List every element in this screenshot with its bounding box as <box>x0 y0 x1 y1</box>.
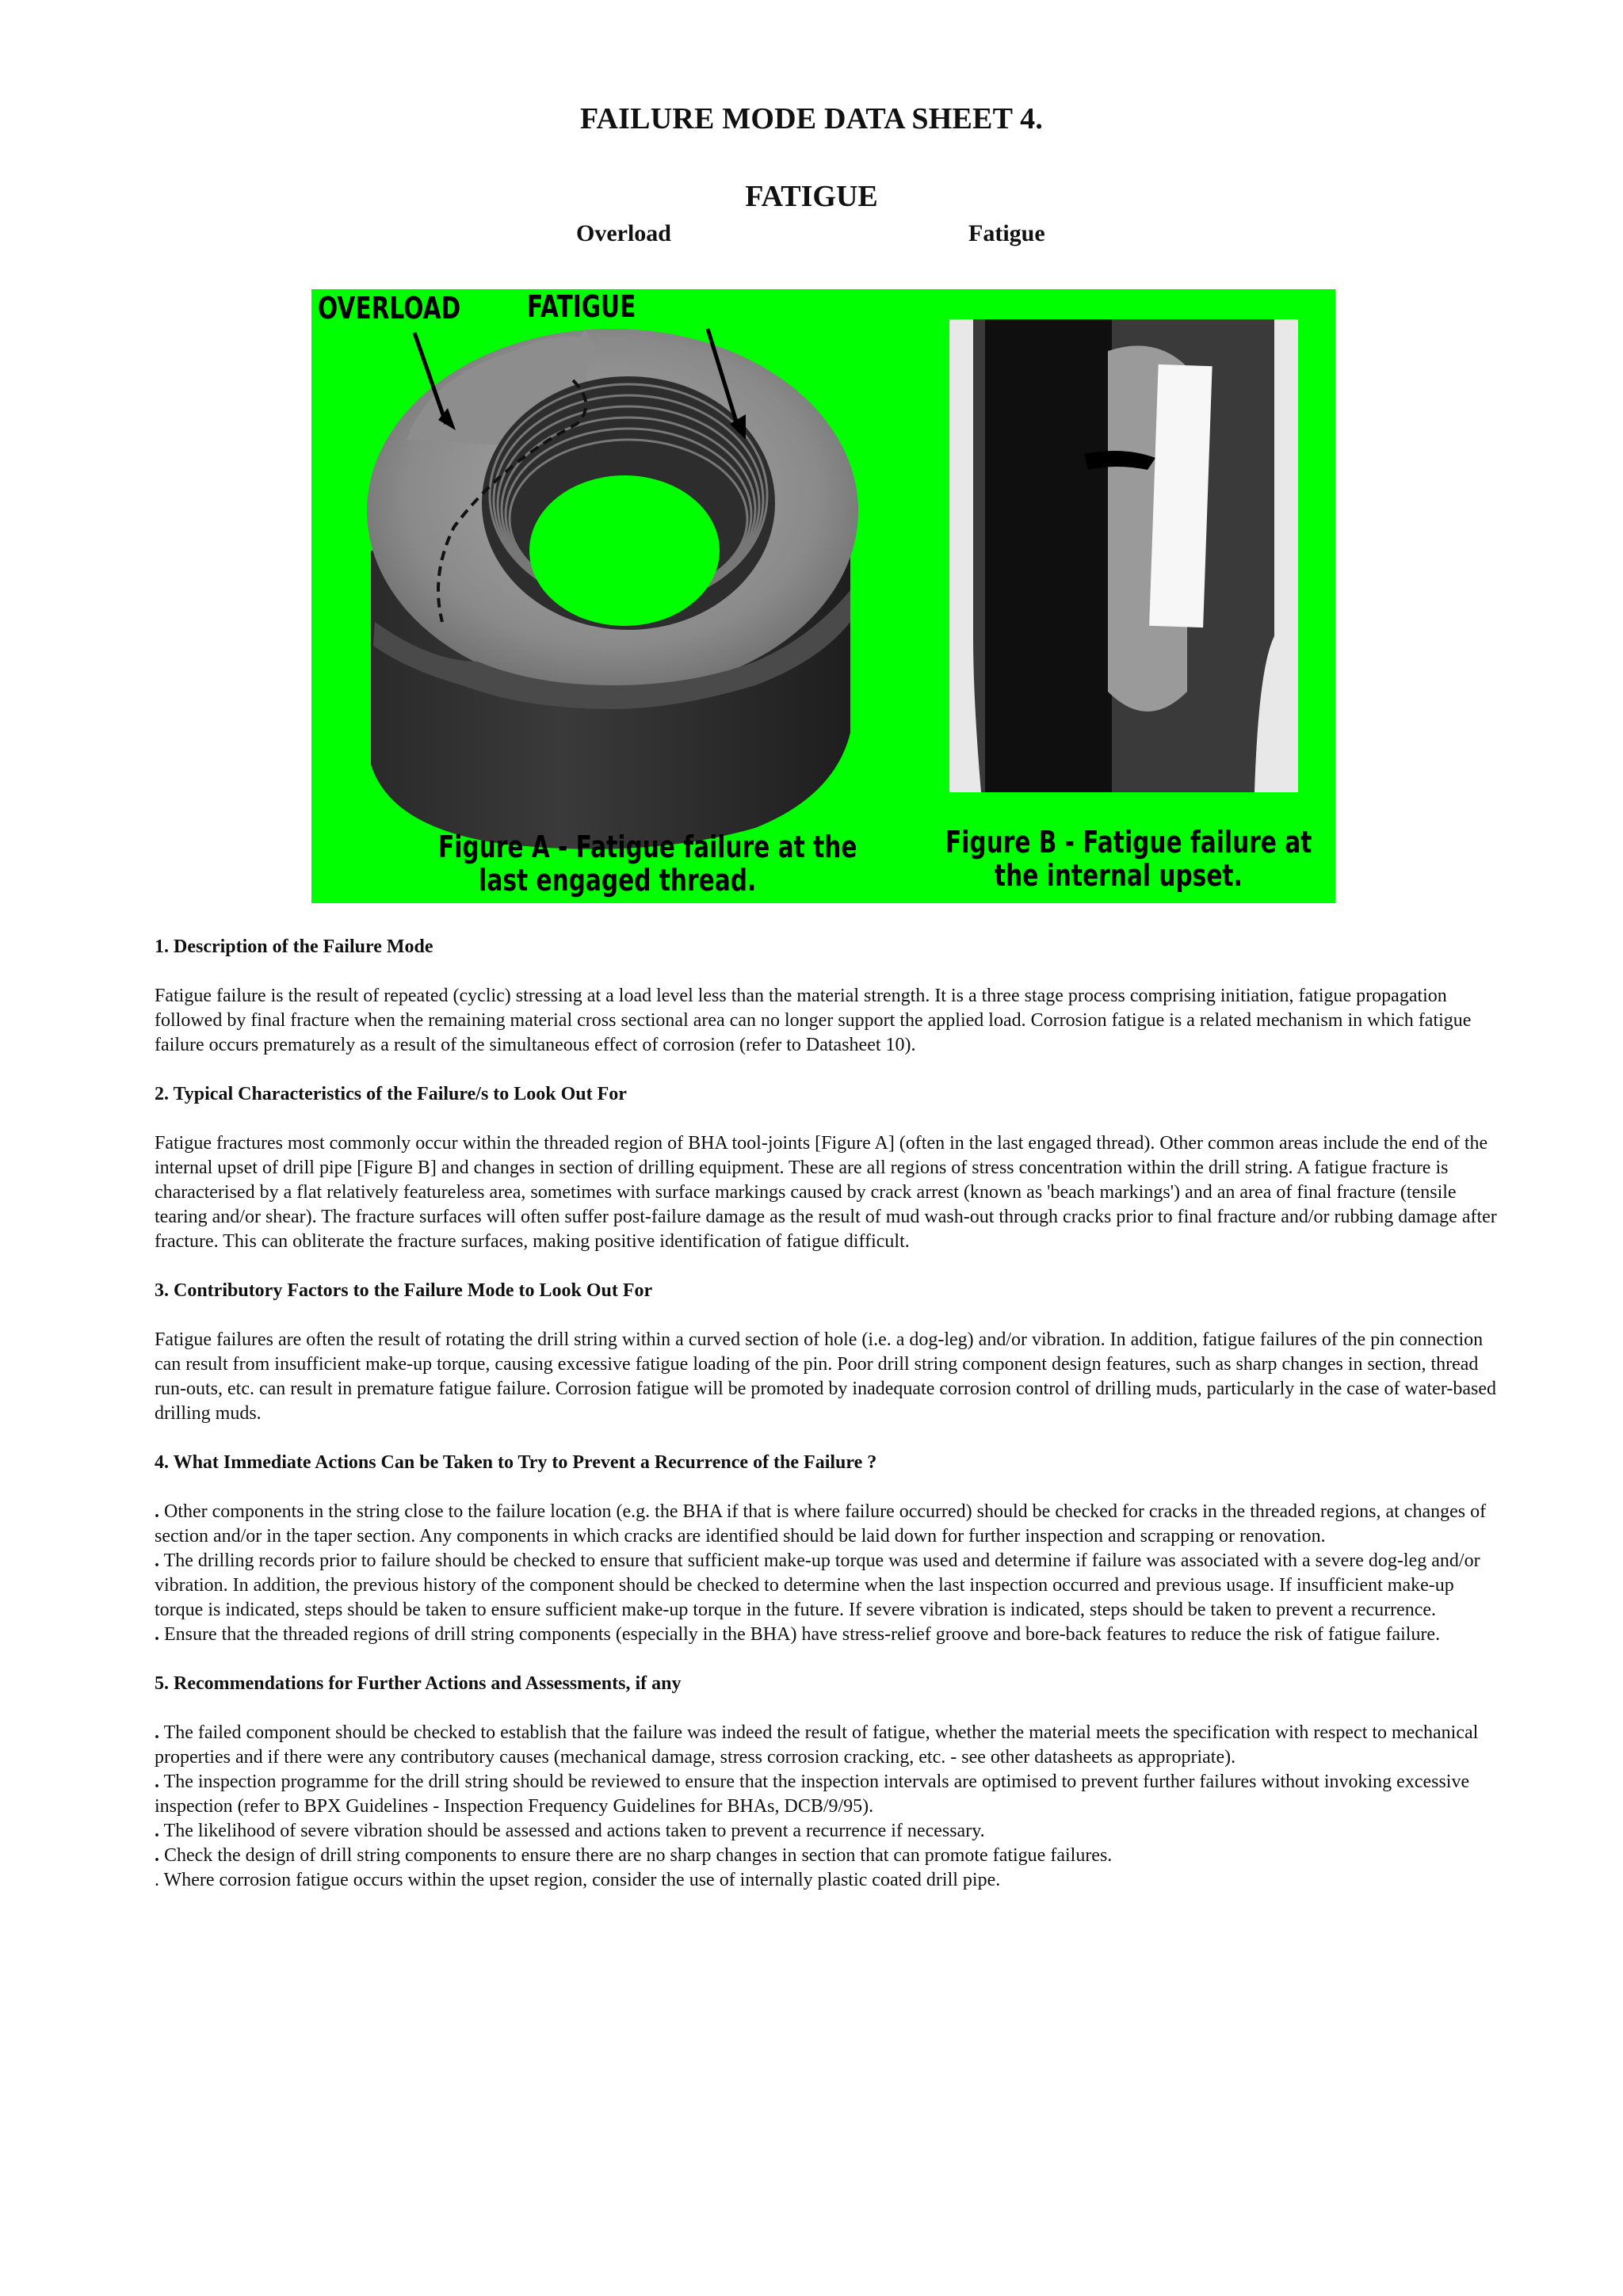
document-body <box>155 935 1502 1893</box>
list-item-text: Check the design of drill string components to ensure there are no sharp changes in section that can promote fatigue failures. <box>164 1845 1113 1866</box>
list-item-text: The inspection programme for the drill string should be reviewed to ensure that the inspection intervals are optimised to prevent further failures without invoking excessive inspection (refer to BPX Guidelines - Inspection Frequency Guidelines for BHAs, DCB/9/95). <box>155 1772 1470 1817</box>
bullet-marker: . <box>155 1870 159 1890</box>
section-description <box>155 935 1502 1058</box>
section-heading: 4. What Immediate Actions Can be Taken to Try to Prevent a Recurrence of the Failure ? <box>155 1452 877 1473</box>
figure-b-image <box>949 319 1298 792</box>
list-item-text: Where corrosion fatigue occurs within the upset region, consider the use of internally plastic coated drill pipe. <box>163 1870 1001 1890</box>
list-item <box>155 1770 1502 1819</box>
bullet-marker: . <box>155 1821 159 1841</box>
section-paragraph: Fatigue failure is the result of repeated (cyclic) stressing at a load level less than the material strength. It is a three stage process comprising initiation, fatigue propagation followed by final fracture when the remaining material cross sectional area can no longer support the applied load. Corrosion fatigue is a related mechanism in which fatigue failure occurs prematurely as a result of the simultaneous effect of corrosion (refer to Datasheet 10). <box>155 986 1472 1055</box>
section-heading: 3. Contributory Factors to the Failure Mode to Look Out For <box>155 1280 653 1301</box>
list-item <box>155 1500 1502 1549</box>
bullet-marker: . <box>155 1722 159 1743</box>
list-item <box>155 1819 1502 1844</box>
list-item <box>155 1721 1502 1770</box>
figure-a-caption <box>438 830 857 898</box>
section-characteristics <box>155 1082 1502 1254</box>
list-item-text: Other components in the string close to the failure location (e.g. the BHA if that is where failure occurred) should be checked for cracks in the threaded regions, at changes of section and/or in the taper section. Any components in which cracks are identified should be laid down for further inspection and scrapping or renovation. <box>155 1501 1487 1547</box>
section-contributory-factors <box>155 1279 1502 1426</box>
fatigue-tag: FATIGUE <box>527 289 636 324</box>
bullet-list <box>155 1500 1502 1647</box>
overload-tag: OVERLOAD <box>318 291 461 326</box>
list-item-text: The failed component should be checked to establish that the failure was indeed the result of fatigue, whether the material meets the specification with respect to mechanical properties and if there were any contributory causes (mechanical damage, stress corrosion cracking, etc. - see other datasheets as appropriate). <box>155 1722 1479 1768</box>
section-paragraph: Fatigue failures are often the result of rotating the drill string within a curved section of hole (i.e. a dog-leg) and/or vibration. In addition, fatigue failures of the pin connection can result from insufficient make-up torque, causing excessive fatigue loading of the pin. Poor drill string component design features, such as sharp changes in section, thread run-outs, etc. can result in premature fatigue failure. Corrosion fatigue will be promoted by inadequate corrosion control of drilling muds, particularly in the case of water-based drilling muds. <box>155 1329 1496 1424</box>
section-immediate-actions <box>155 1451 1502 1647</box>
page-subtitle: FATIGUE <box>745 180 878 213</box>
section-heading: 2. Typical Characteristics of the Failure/s to Look Out For <box>155 1084 627 1104</box>
bullet-marker: . <box>155 1845 159 1866</box>
list-item-text: The drilling records prior to failure should be checked to ensure that sufficient make-up torque was used and determine if failure was associated with a severe dog-leg and/or vibration. In addition, the previous history of the component should be checked to determine when the last inspection occurred and previous usage. If insufficient make-up torque is indicated, steps should be taken to ensure sufficient make-up torque in the future. If severe vibration is indicated, steps should be taken to prevent a recurrence. <box>155 1550 1480 1620</box>
list-item-text: The likelihood of severe vibration should be assessed and actions taken to prevent a recurrence if necessary. <box>163 1821 985 1841</box>
section-heading: 5. Recommendations for Further Actions and Assessments, if any <box>155 1673 682 1694</box>
figure-a-caption-line1: Figure A - Fatigue failure at the <box>438 830 857 864</box>
page-title: FAILURE MODE DATA SHEET 4. <box>579 102 1044 135</box>
fatigue-label: Fatigue <box>968 220 1045 246</box>
figure-b-caption <box>945 825 1312 893</box>
figure-b-caption-line1: Figure B - Fatigue failure at <box>945 825 1312 860</box>
bullet-marker: . <box>155 1501 159 1522</box>
list-item <box>155 1623 1502 1647</box>
list-item <box>155 1549 1502 1623</box>
figure-panel <box>311 289 1335 903</box>
section-heading: 1. Description of the Failure Mode <box>155 936 433 957</box>
list-item <box>155 1844 1502 1868</box>
bullet-marker: . <box>155 1772 159 1792</box>
overload-label: Overload <box>576 220 671 246</box>
bullet-marker: . <box>155 1624 159 1645</box>
list-item <box>155 1868 1502 1893</box>
section-recommendations <box>155 1672 1502 1893</box>
bullet-list <box>155 1721 1502 1893</box>
list-item-text: Ensure that the threaded regions of drill string components (especially in the BHA) have stress-relief groove and bore-back features to reduce the risk of fatigue failure. <box>164 1624 1441 1645</box>
figure-a-caption-line2: last engaged thread. <box>479 863 757 898</box>
section-paragraph: Fatigue fractures most commonly occur within the threaded region of BHA tool-joints [Figure A] (often in the last engaged thread). Other common areas include the end of the internal upset of drill pipe [Figure B] and changes in section of drilling equipment. These are all regions of stress concentration within the drill string. A fatigue fracture is characterised by a flat relatively featureless area, sometimes with surface markings caused by crack arrest (known as 'beach markings') and an area of final fracture (tensile tearing and/or shear). The fracture surfaces will often suffer post-failure damage as the result of mud wash-out through cracks prior to final fracture and/or rubbing damage after fracture. This can obliterate the fracture surfaces, making positive identification of fatigue difficult. <box>155 1133 1497 1252</box>
figure-b-caption-line2: the internal upset. <box>994 858 1243 893</box>
bullet-marker: . <box>155 1550 159 1571</box>
